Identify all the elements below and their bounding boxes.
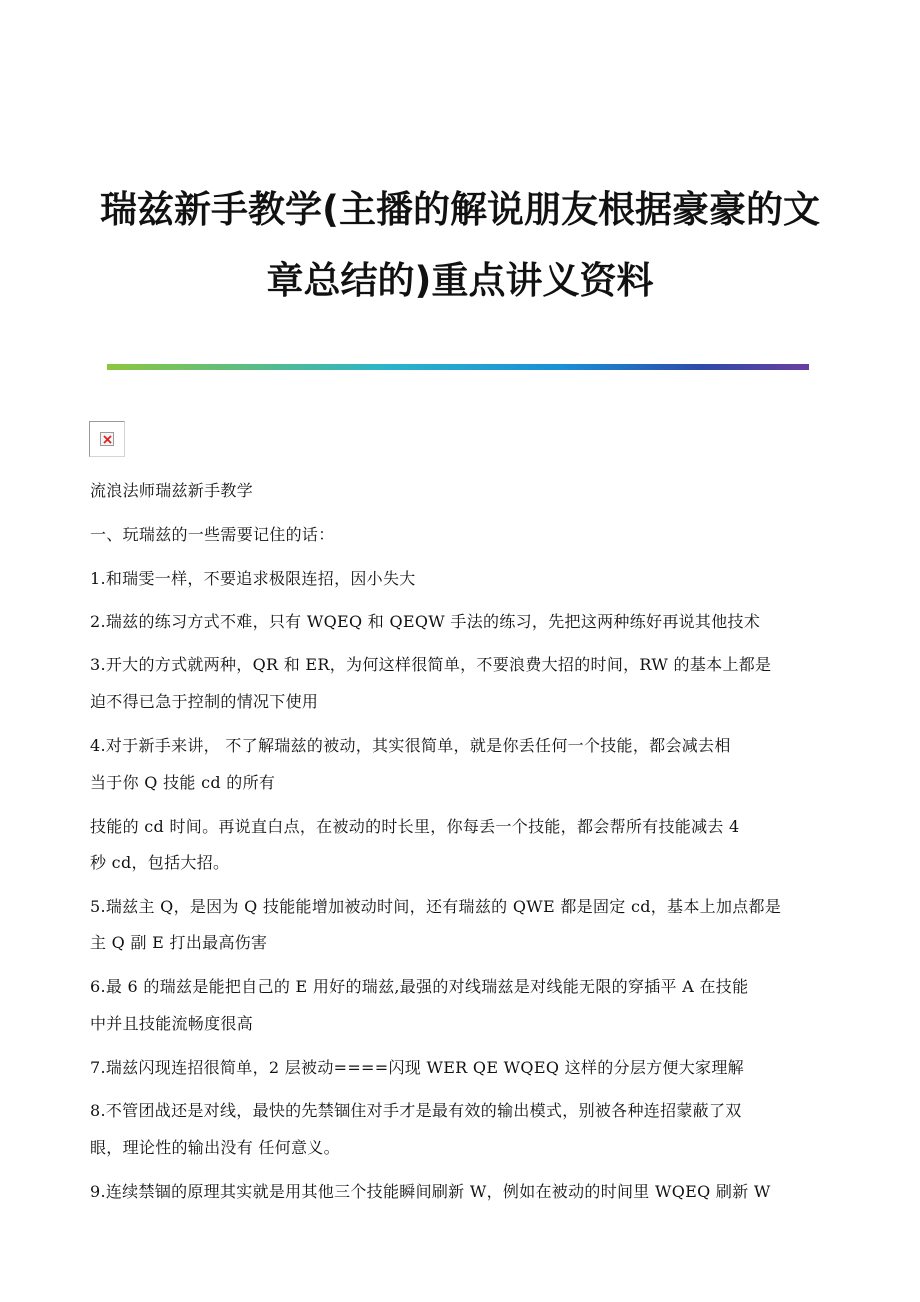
document-title-line-1: 瑞兹新手教学(主播的解说朋友根据豪豪的文 [100, 188, 820, 231]
text-line: 2.瑞兹的练习方式不难，只有 WQEQ 和 QEQW 手法的练习，先把这两种练好再说其他技术 [90, 612, 761, 631]
broken-image-icon [100, 432, 114, 446]
text-line: 中并且技能流畅度很高 [90, 1014, 254, 1033]
title-divider [107, 364, 809, 370]
text-line: 技能的 cd 时间。再说直白点，在被动的时长里，你每丢一个技能，都会帮所有技能减去 4 [90, 817, 740, 836]
text-line: 迫不得已急于控制的情况下使用 [90, 692, 319, 711]
text-line: 8.不管团战还是对线，最快的先禁锢住对手才是最有效的输出模式，别被各种连招蒙蔽了双 [90, 1101, 742, 1120]
text-line: 当于你 Q 技能 cd 的所有 [90, 773, 276, 792]
text-line: 秒 cd，包括大招。 [90, 853, 230, 872]
text-line: 9.连续禁锢的原理其实就是用其他三个技能瞬间刷新 W，例如在被动的时间里 WQEQ 刷新 W [90, 1182, 771, 1201]
text-line: 流浪法师瑞兹新手教学 [90, 481, 254, 500]
text-line: 7.瑞兹闪现连招很简单，2 层被动====闪现 WER QE WQEQ 这样的分层方便大家理解 [90, 1058, 744, 1077]
text-line: 1.和瑞雯一样，不要追求极限连招，因小失大 [90, 569, 416, 588]
text-line: 眼，理论性的输出没有 任何意义。 [90, 1138, 340, 1157]
text-line: 3.开大的方式就两种，QR 和 ER，为何这样很简单，不要浪费大招的时间，RW 的基本上都是 [90, 655, 772, 674]
broken-image-placeholder [89, 421, 125, 457]
text-line: 一、玩瑞兹的一些需要记住的话： [90, 525, 335, 544]
text-line: 5.瑞兹主 Q，是因为 Q 技能能增加被动时间，还有瑞兹的 QWE 都是固定 cd，基本上加点都是 [90, 897, 782, 916]
text-line: 6.最 6 的瑞兹是能把自己的 E 用好的瑞兹,最强的对线瑞兹是对线能无限的穿插平 A 在技能 [90, 977, 749, 996]
text-line: 主 Q 副 E 打出最高伤害 [90, 933, 268, 952]
document-title-line-2: 章总结的)重点讲义资料 [266, 259, 654, 302]
text-line: 4.对于新手来讲， 不了解瑞兹的被动，其实很简单，就是你丢任何一个技能，都会减去相 [90, 736, 731, 755]
